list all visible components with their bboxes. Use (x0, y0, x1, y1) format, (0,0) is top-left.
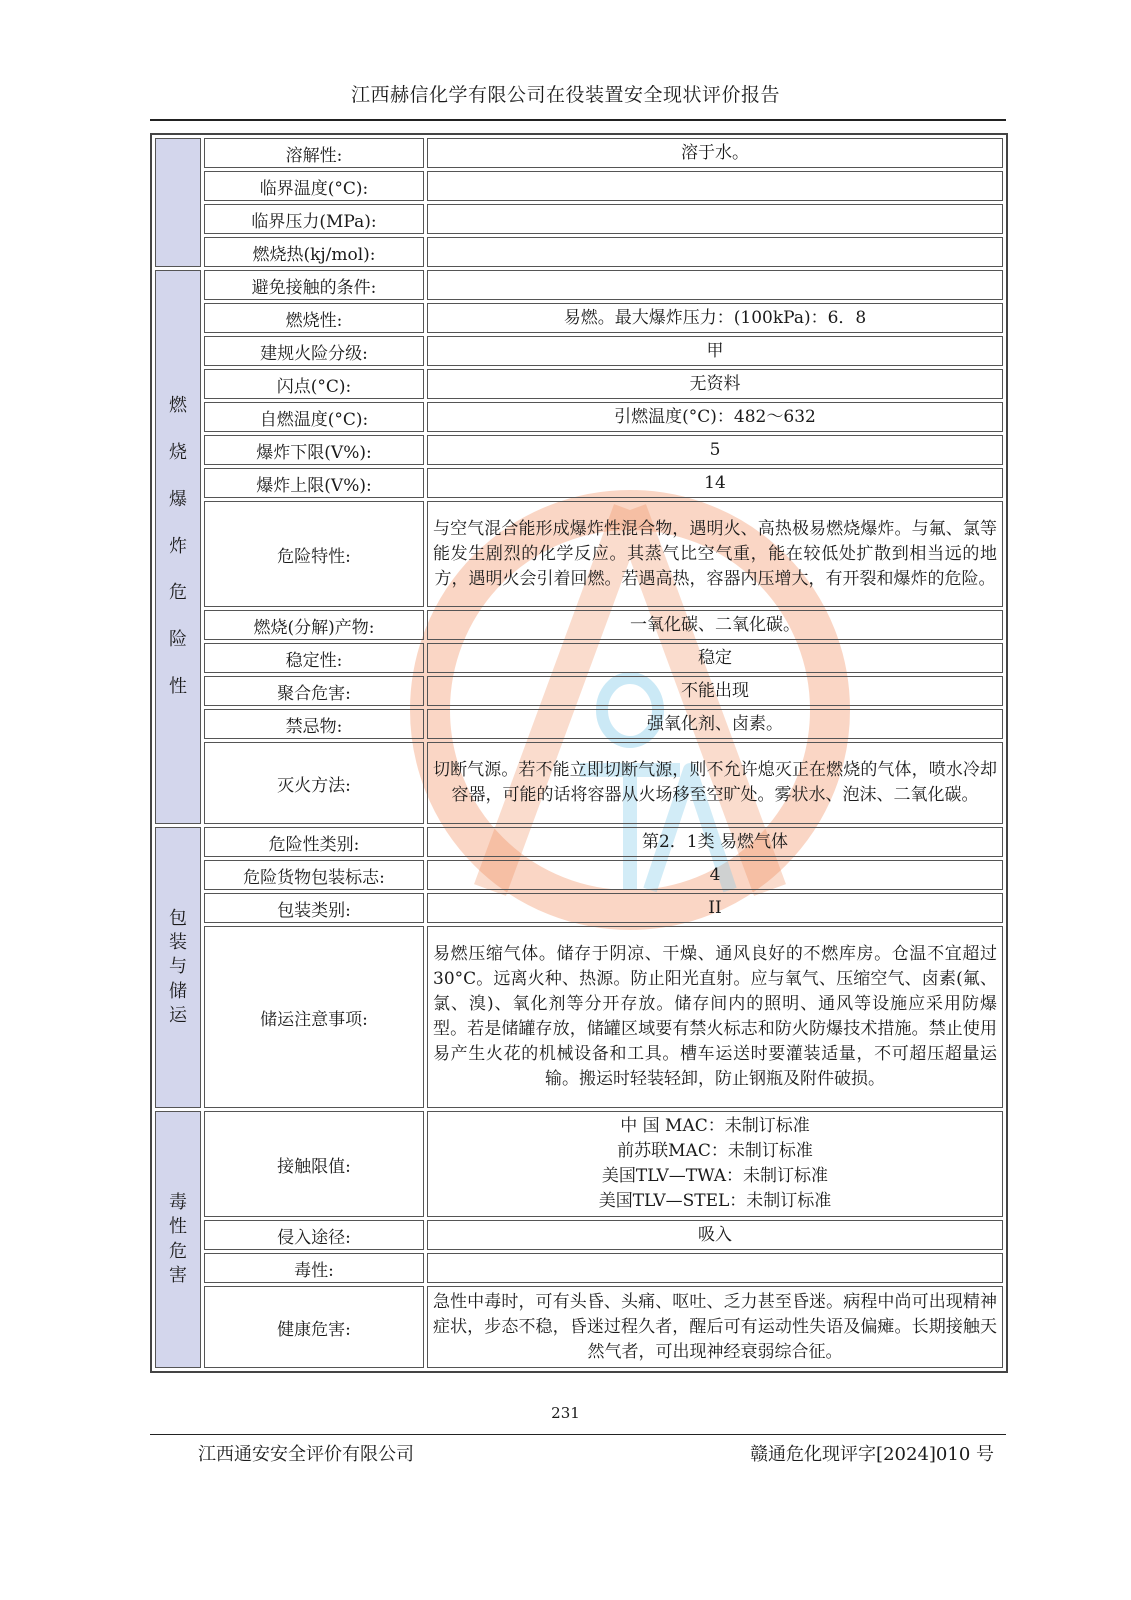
table-row (155, 709, 1003, 739)
table-row (155, 171, 1003, 201)
table-row (155, 138, 1003, 168)
property-value: 5 (427, 435, 1003, 465)
property-value: 急性中毒时，可有头昏、头痛、呕吐、乏力甚至昏迷。病程中尚可出现精神症状，步态不稳，昏迷过程久者，醒后可有运动性失语及偏瘫。长期接触天然气者，可出现神经衰弱综合征。 (427, 1286, 1003, 1368)
properties-grid (152, 135, 1006, 1371)
category-label: 燃 烧 爆 炸 危 险 性 (169, 395, 187, 697)
property-label: 建规火险分级: (204, 336, 424, 366)
table-row (155, 237, 1003, 267)
property-value (427, 1253, 1003, 1283)
property-label: 聚合危害: (204, 676, 424, 706)
table-row (155, 336, 1003, 366)
property-label: 毒性: (204, 1253, 424, 1283)
property-value (427, 270, 1003, 300)
property-label: 危险性类别: (204, 827, 424, 857)
property-label: 禁忌物: (204, 709, 424, 739)
property-value: 稳定 (427, 643, 1003, 673)
category-label: 包 装 与 储 运 (169, 907, 187, 1026)
table-row (155, 610, 1003, 640)
table-row (155, 501, 1003, 607)
property-value: 易燃。最大爆炸压力：(100kPa)：6．8 (427, 303, 1003, 333)
property-value: 引燃温度(°C)：482～632 (427, 402, 1003, 432)
table-row (155, 303, 1003, 333)
footer-document-code: 赣通危化现评字[2024]010 号 (750, 1444, 994, 1465)
table-row (155, 1286, 1003, 1368)
property-value: 4 (427, 860, 1003, 890)
property-label: 侵入途径: (204, 1220, 424, 1250)
category-cell (155, 270, 201, 824)
table-row (155, 926, 1003, 1108)
property-label: 储运注意事项: (204, 926, 424, 1108)
property-label: 稳定性: (204, 643, 424, 673)
property-value: 溶于水。 (427, 138, 1003, 168)
table-row (155, 1253, 1003, 1283)
property-label: 危险货物包装标志: (204, 860, 424, 890)
page-number: 231 (551, 1404, 580, 1422)
property-label: 溶解性: (204, 138, 424, 168)
property-value: 不能出现 (427, 676, 1003, 706)
property-label: 自燃温度(°C): (204, 402, 424, 432)
property-label: 健康危害: (204, 1286, 424, 1368)
footer-company: 江西通安安全评价有限公司 (198, 1444, 414, 1465)
property-label: 燃烧(分解)产物: (204, 610, 424, 640)
table-row (155, 676, 1003, 706)
property-value: 甲 (427, 336, 1003, 366)
property-value: 中 国 MAC：未制订标准 前苏联MAC：未制订标准 美国TLV—TWA：未制订标准 美国TLV—STEL：未制订标准 (427, 1111, 1003, 1217)
property-value: 切断气源。若不能立即切断气源，则不允许熄灭正在燃烧的气体，喷水冷却容器，可能的话将容器从火场移至空旷处。雾状水、泡沫、二氧化碳。 (427, 742, 1003, 824)
table-row (155, 643, 1003, 673)
property-value: 与空气混合能形成爆炸性混合物，遇明火、高热极易燃烧爆炸。与氟、氯等能发生剧烈的化学反应。其蒸气比空气重，能在较低处扩散到相当远的地方，遇明火会引着回燃。若遇高热，容器内压增大，有开裂和爆炸的危险。 (427, 501, 1003, 607)
table-row (155, 860, 1003, 890)
category-cell (155, 827, 201, 1108)
property-value: 吸入 (427, 1220, 1003, 1250)
property-label: 临界压力(MPa): (204, 204, 424, 234)
category-label: 毒 性 危 害 (169, 1191, 187, 1286)
property-label: 爆炸下限(V%): (204, 435, 424, 465)
report-header-title: 江西赫信化学有限公司在役装置安全现状评价报告 (350, 84, 780, 106)
table-row (155, 468, 1003, 498)
property-label: 临界温度(°C): (204, 171, 424, 201)
footer-divider (150, 1434, 1006, 1435)
table-row (155, 1220, 1003, 1250)
property-value: 14 (427, 468, 1003, 498)
table-row (155, 270, 1003, 300)
table-row (155, 204, 1003, 234)
table-row (155, 742, 1003, 824)
table-row (155, 827, 1003, 857)
property-label: 接触限值: (204, 1111, 424, 1217)
property-value: 易燃压缩气体。储存于阴凉、干燥、通风良好的不燃库房。仓温不宜超过30°C。远离火种、热源。防止阳光直射。应与氧气、压缩空气、卤素(氟、氯、溴)、氧化剂等分开存放。储存间内的照明、通风等设施应采用防爆型。若是储罐存放，储罐区域要有禁火标志和防火防爆技术措施。禁止使用易产生火花的机械设备和工具。槽车运送时要灌装适量，不可超压超量运输。搬运时轻装轻卸，防止钢瓶及附件破损。 (427, 926, 1003, 1108)
property-label: 爆炸上限(V%): (204, 468, 424, 498)
property-value: 一氧化碳、二氧化碳。 (427, 610, 1003, 640)
property-value (427, 204, 1003, 234)
table-row (155, 369, 1003, 399)
property-value: 无资料 (427, 369, 1003, 399)
table-row (155, 402, 1003, 432)
property-value (427, 171, 1003, 201)
table-row (155, 435, 1003, 465)
header-divider (150, 119, 1006, 121)
msds-properties-table (150, 133, 1008, 1373)
table-row (155, 1111, 1003, 1217)
property-label: 避免接触的条件: (204, 270, 424, 300)
property-label: 燃烧热(kj/mol): (204, 237, 424, 267)
category-cell (155, 1111, 201, 1368)
property-label: 闪点(°C): (204, 369, 424, 399)
property-label: 灭火方法: (204, 742, 424, 824)
property-value: II (427, 893, 1003, 923)
property-value: 第2．1类 易燃气体 (427, 827, 1003, 857)
property-value (427, 237, 1003, 267)
property-label: 燃烧性: (204, 303, 424, 333)
property-label: 包装类别: (204, 893, 424, 923)
category-cell (155, 138, 201, 267)
property-value: 强氧化剂、卤素。 (427, 709, 1003, 739)
table-row (155, 893, 1003, 923)
property-label: 危险特性: (204, 501, 424, 607)
